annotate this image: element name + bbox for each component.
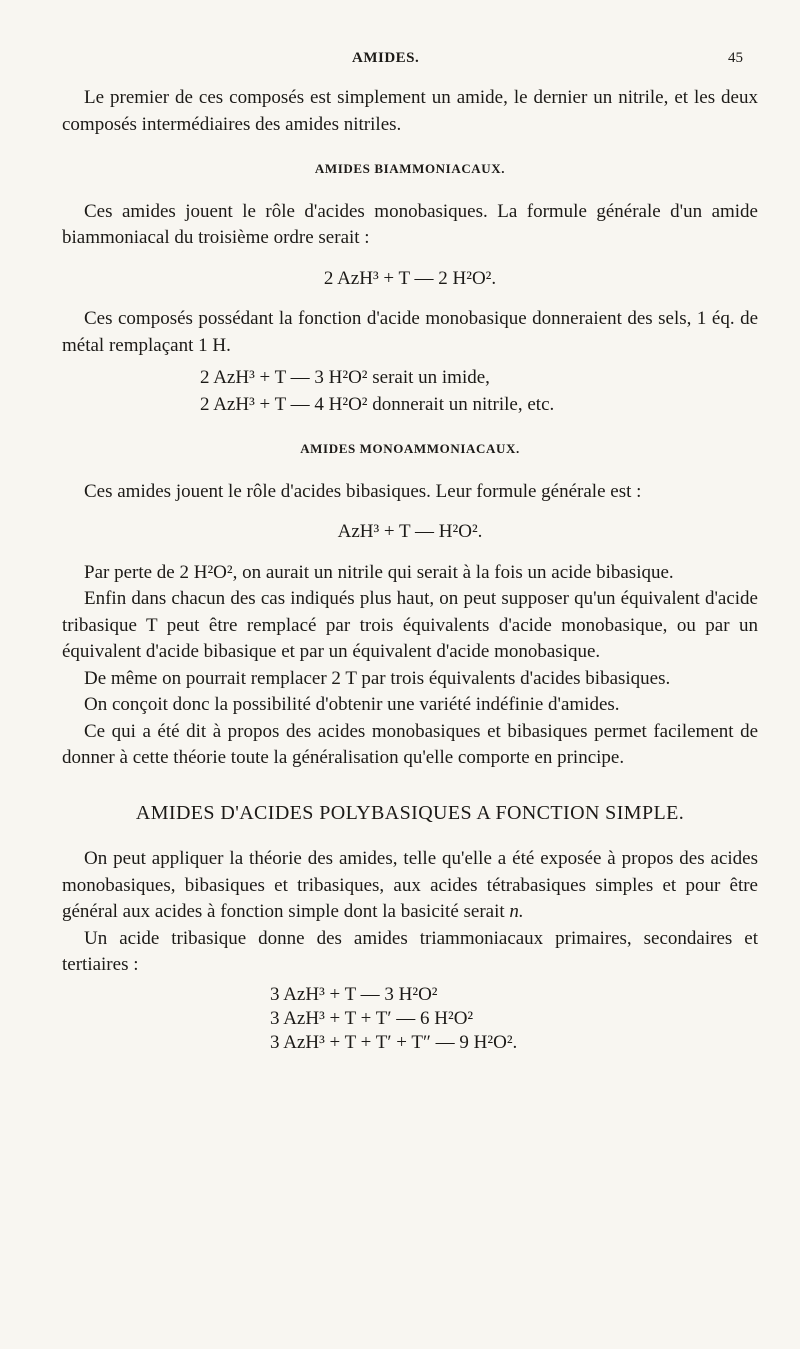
polybasiques-paragraph-2: Un acide tribasique donne des amides triammoniacaux primaires, secondaires et tertiaires :: [62, 927, 758, 975]
monoammoniacaux-paragraph-1: Ces amides jouent le rôle d'acides bibasiques. Leur formule générale est :: [84, 480, 642, 502]
basicity-variable: n.: [509, 901, 524, 922]
primary-amide-formula: 3 AzH³ + T — 3 H²O²: [270, 983, 438, 1005]
biammoniacaux-formula-lines: [200, 365, 758, 418]
intro-paragraph: Le premier de ces composés est simplement un amide, le dernier un nitrile, et les deux composés intermédiaires des amides nitriles.: [62, 87, 758, 135]
section-heading-monoammoniacaux: AMIDES MONOAMMONIACAUX.: [300, 441, 520, 456]
running-header: [0, 50, 800, 72]
imide-formula-line: 2 AzH³ + T — 3 H²O² serait un imide,: [200, 367, 490, 388]
body-text: [62, 85, 758, 1055]
monoammoniacaux-paragraph-2: Par perte de 2 H²O², on aurait un nitrile qui serait à la fois un acide bibasique.: [84, 561, 674, 583]
monoammoniacaux-paragraph-4: De même on pourrait remplacer 2 T par trois équivalents d'acides bibasiques.: [84, 667, 671, 689]
triammoniacaux-formula-lines: [270, 983, 758, 1055]
monoammoniacaux-general-formula: AzH³ + T — H²O².: [337, 521, 483, 542]
running-title: AMIDES.: [352, 50, 420, 66]
polybasiques-paragraph-1: [62, 846, 758, 926]
nitrile-formula-line: 2 AzH³ + T — 4 H²O² donnerait un nitrile, etc.: [200, 393, 555, 415]
monoammoniacaux-paragraph-5: On conçoit donc la possibilité d'obtenir une variété indéfinie d'amides.: [84, 694, 620, 715]
polybasiques-paragraph-1-text: On peut appliquer la théorie des amides, telle qu'elle a été exposée à propos des acides monobasiques, bibasiques et tribasiques, aux acides tétrabasiques simples et pour être général aux acides à fonction simple dont la basicité serait: [62, 848, 758, 922]
biammoniacaux-paragraph-1: Ces amides jouent le rôle d'acides monobasiques. La formule générale d'un amide biammoniacal du troisième ordre serait :: [62, 200, 758, 248]
biammoniacaux-general-formula: 2 AzH³ + T — 2 H²O².: [323, 267, 497, 289]
page-number: 45: [728, 50, 743, 66]
section-heading-biammoniacaux: AMIDES BIAMMONIACAUX.: [314, 161, 506, 176]
biammoniacaux-paragraph-2: Ces composés possédant la fonction d'acide monobasique donneraient des sels, 1 éq. de métal remplaçant 1 H.: [62, 308, 758, 356]
monoammoniacaux-paragraph-6: Ce qui a été dit à propos des acides monobasiques et bibasiques permet facilement de donner à cette théorie toute la généralisation qu'elle comporte en principe.: [62, 720, 758, 768]
monoammoniacaux-paragraph-3: Enfin dans chacun des cas indiqués plus haut, on peut supposer qu'un équivalent d'acide tribasique T peut être remplacé par trois équivalents d'acide monobasique, ou par un équivalent d'acide bibasique et par un équivalent d'acide monobasique.: [62, 588, 758, 662]
section-heading-polybasiques: AMIDES D'ACIDES POLYBASIQUES A FONCTION SIMPLE.: [135, 801, 685, 824]
secondary-amide-formula: 3 AzH³ + T + T′ — 6 H²O²: [270, 1007, 474, 1029]
tertiary-amide-formula: 3 AzH³ + T + T′ + T″ — 9 H²O².: [270, 1031, 518, 1053]
